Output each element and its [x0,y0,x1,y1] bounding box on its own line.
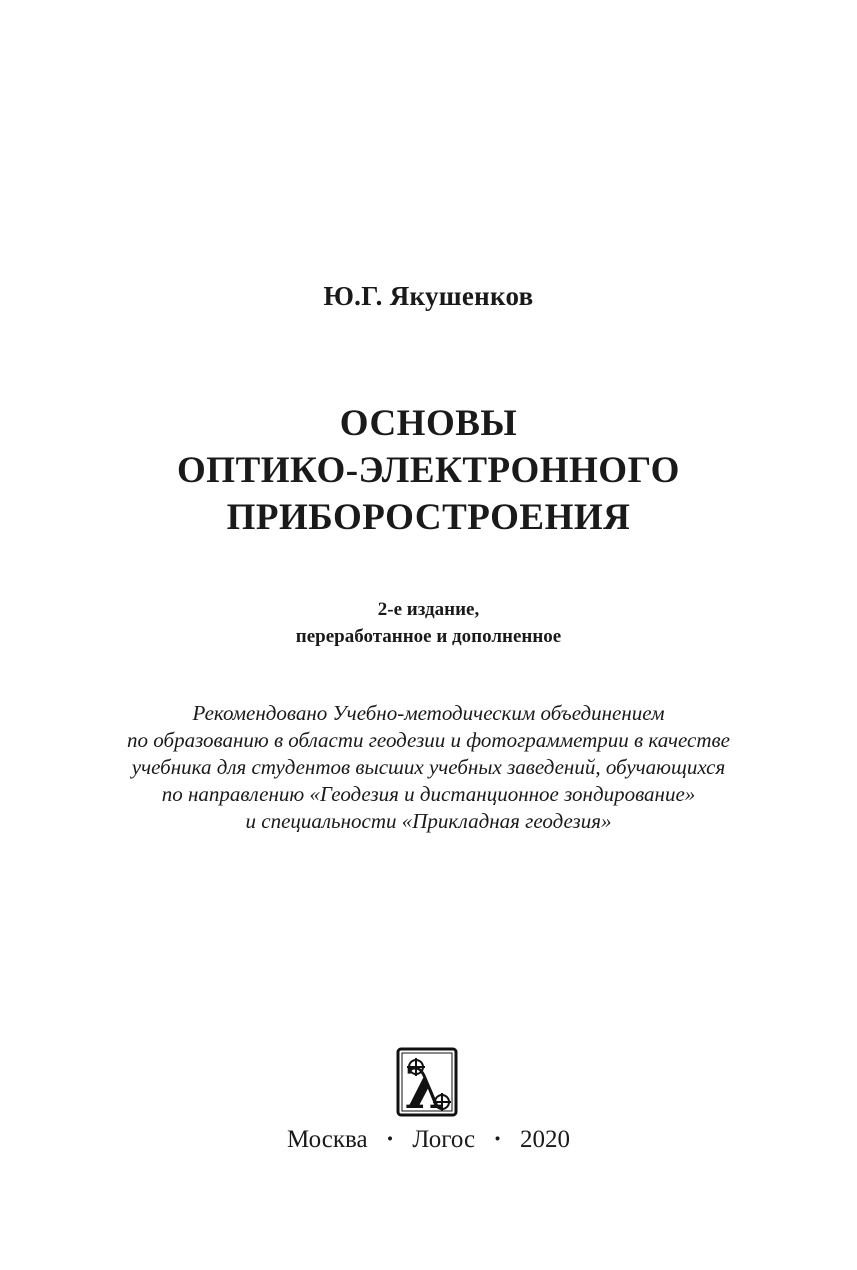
imprint-separator-1: · [385,1126,395,1153]
imprint-line [0,1126,857,1154]
imprint-city: Москва [287,1126,368,1153]
recommendation-line-2: по образованию в области геодезии и фотограмметрии в качестве [127,728,730,752]
recommendation-line-4: по направлению «Геодезия и дистанционное зондирование» [161,782,696,806]
recommendation-line-5: и специальности «Прикладная геодезия» [245,809,612,833]
book-title [0,400,857,541]
title-line-3: ПРИБОРОСТРОЕНИЯ [226,497,631,538]
imprint-year: 2020 [519,1126,570,1153]
imprint-separator-2: · [493,1126,502,1153]
recommendation-line-3: учебника для студентов высших учебных заведений, обучающихся [131,755,726,779]
publisher-lambda-logo-icon [396,1047,458,1117]
recommendation-line-1: Рекомендовано Учебно-методическим объединением [192,701,665,725]
edition-note [0,596,857,650]
title-line-1: ОСНОВЫ [339,403,518,444]
edition-line-2: переработанное и дополненное [295,626,562,647]
lambda-glyph: λ [404,1056,444,1117]
imprint-publisher: Логос [412,1126,476,1153]
author-name: Ю.Г. Якушенков [323,281,534,311]
title-line-2: ОПТИКО-ЭЛЕКТРОННОГО [177,450,680,491]
recommendation-text [0,700,857,835]
edition-line-1: 2-е издание, [377,599,480,620]
